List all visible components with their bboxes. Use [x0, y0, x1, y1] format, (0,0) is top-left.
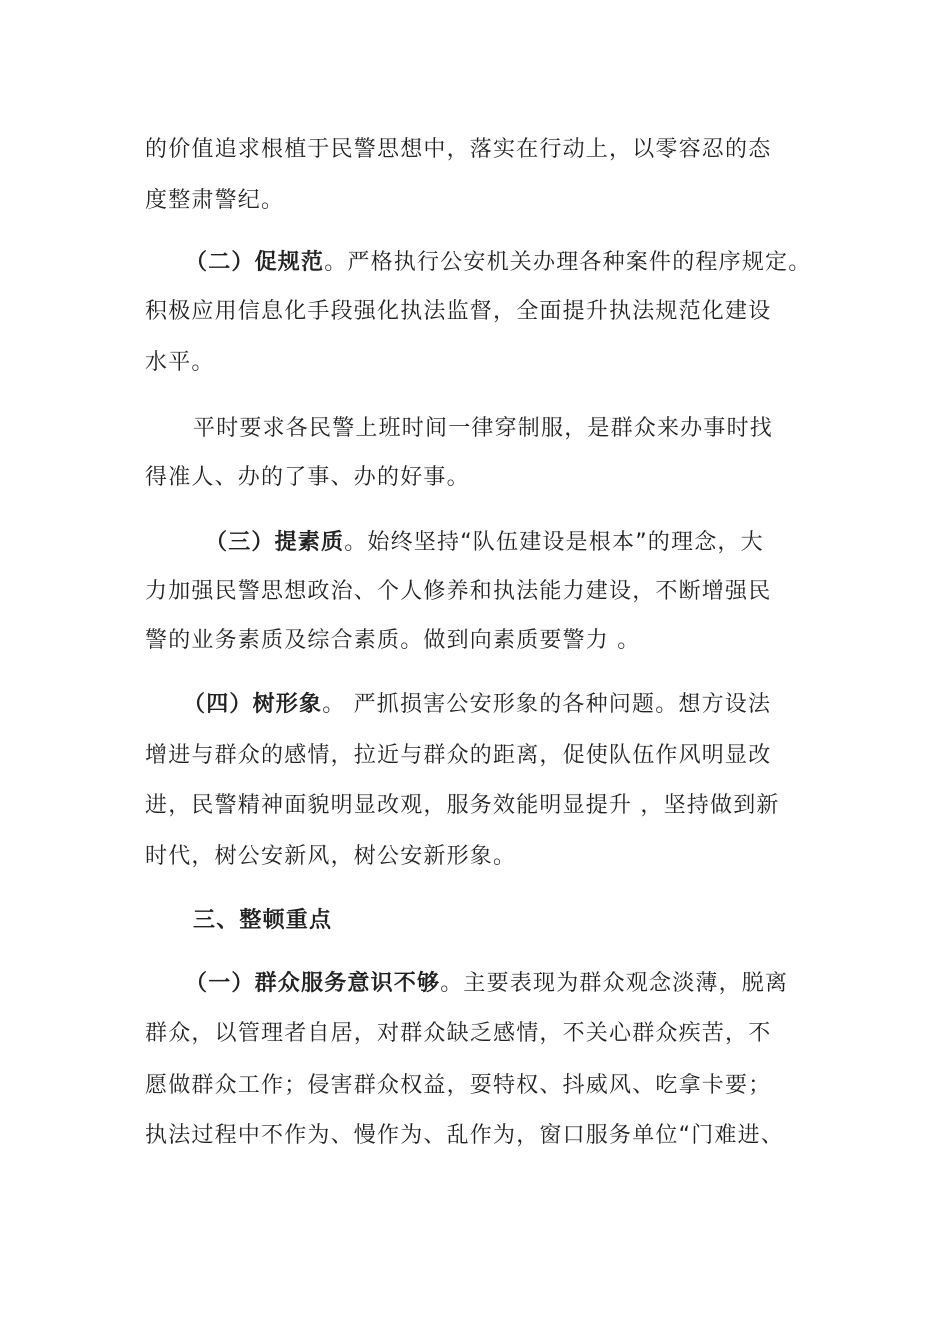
p6-line4: 执法过程中不作为、慢作为、乱作为，窗口服务单位“门难进、: [145, 1123, 784, 1148]
p6-heading: （一）群众服务意识不够: [185, 971, 441, 996]
p3-line2: 得准人、办的了事、办的好事。: [145, 465, 470, 490]
p2-line2: 积极应用信息化手段强化执法监督，全面提升执法规范化建设: [145, 299, 772, 324]
p2-line1: [185, 248, 811, 278]
p1-line2: 度整肃警纪。: [145, 188, 285, 213]
p6-line2: 群众，以管理者自居，对群众缺乏感情，不关心群众疾苦，不: [145, 1021, 772, 1046]
p5-line3: 进，民警精神面貌明显改观，服务效能明显提升 ，坚持做到新: [145, 793, 780, 818]
p4-line1: [205, 528, 764, 558]
p2-line3: 水平。: [145, 350, 215, 375]
p4-line3: 警的业务素质及综合素质。做到向素质要警力 。: [145, 628, 641, 653]
p3-line1: 平时要求各民警上班时间一律穿制服，是群众来办事时找: [193, 416, 774, 441]
p4-line1-text: 。始终坚持“队伍建设是根本”的理念，大: [344, 530, 764, 555]
p2-heading: （二）促规范: [185, 250, 325, 275]
p4-heading: （三）提素质: [205, 530, 345, 555]
p5-line1-text: 。 严抓损害公安形象的各种问题。想方设法: [322, 692, 772, 717]
p6-line1: [185, 969, 788, 999]
p4-line2: 力加强民警思想政治、个人修养和执法能力建设，不断增强民: [145, 579, 772, 604]
p6-line3: 愿做群众工作；侵害群众权益，耍特权、抖威风、吃拿卡要；: [145, 1073, 772, 1098]
p1-line1: 的价值追求根植于民警思想中，落实在行动上，以零容忍的态: [145, 137, 772, 162]
section-title: 三、整顿重点: [193, 908, 333, 933]
p2-line1-text: 。严格执行公安机关办理各种案件的程序规定。: [324, 250, 812, 275]
p5-line2: 增进与群众的感情，拉近与群众的距离，促使队伍作风明显改: [145, 743, 772, 768]
p5-line4: 时代，树公安新风，树公安新形象。: [145, 844, 517, 869]
p5-line1: [183, 690, 771, 720]
p6-line1-text: 。主要表现为群众观念淡薄，脱离: [440, 971, 789, 996]
p5-heading: （四）树形象: [183, 692, 323, 717]
